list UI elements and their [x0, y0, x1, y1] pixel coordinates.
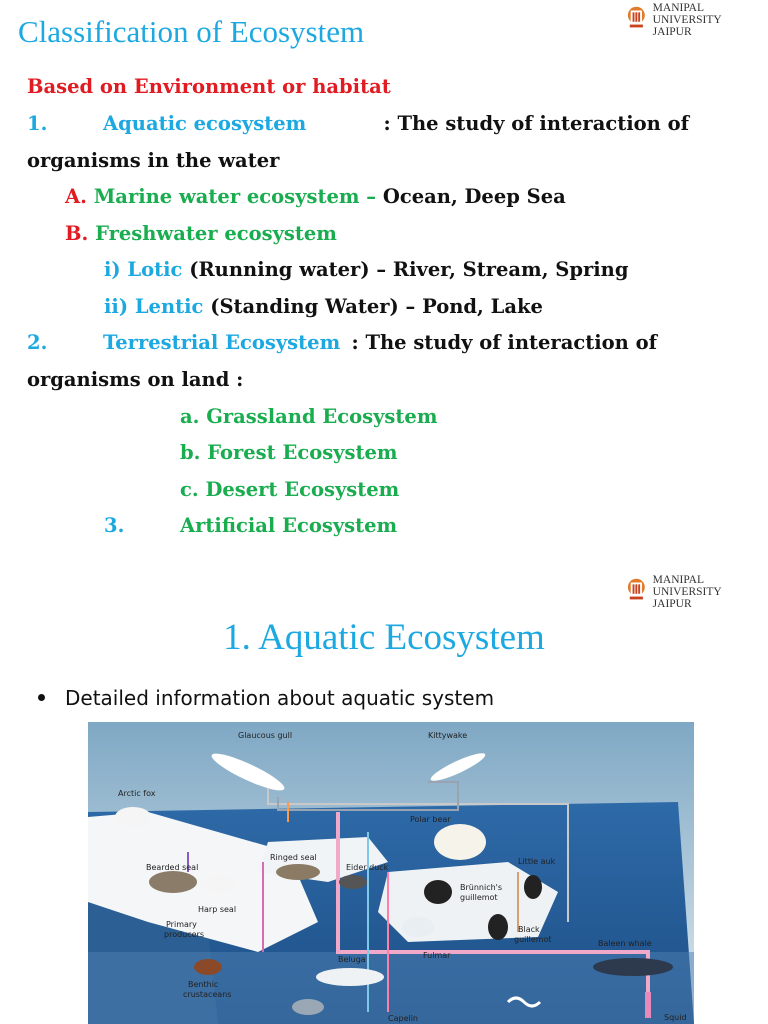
label-crustaceans: crustaceans: [183, 990, 232, 999]
label-eider-duck: Eider duck: [346, 863, 389, 872]
item-marine: A. Marine water ecosystem – Ocean, Deep Sea: [65, 185, 566, 208]
item-lotic: i) Lotic (Running water) – River, Stream, Spring: [104, 258, 629, 281]
university-logo: [626, 2, 768, 38]
capelin-icon: [292, 999, 324, 1015]
manipal-emblem-icon: [626, 574, 647, 606]
item-terrestrial: 2. Terrestrial Ecosystem : The study of interaction of: [27, 331, 657, 354]
label-little-auk: Little auk: [518, 857, 556, 866]
slide-title: 1. Aquatic Ecosystem: [223, 617, 545, 658]
fulmar-icon: [402, 917, 434, 937]
ringed-seal-icon: [276, 864, 320, 880]
bullet-item: Detailed information about aquatic system: [38, 686, 494, 710]
brunnichs-guillemot-icon: [424, 880, 452, 904]
university-name: MANIPAL UNIVERSITY JAIPUR: [652, 2, 722, 38]
subheading: Based on Environment or habitat: [27, 75, 391, 98]
arctic-fox-icon: [115, 807, 151, 827]
item-grassland: a. Grassland Ecosystem: [180, 405, 438, 428]
label-guillemot: guillemot: [460, 893, 498, 902]
label-fulmar: Fulmar: [423, 951, 451, 960]
label-glaucous-gull: Glaucous gull: [238, 731, 293, 740]
benthic-crustaceans-icon: [194, 959, 222, 975]
label-capelin: Capelin: [388, 1014, 419, 1023]
label-squid: Squid: [664, 1013, 687, 1022]
item-aquatic-desc: organisms in the water: [27, 149, 280, 172]
item-freshwater: B. Freshwater ecosystem: [65, 222, 337, 245]
item-lentic: ii) Lentic (Standing Water) – Pond, Lake: [104, 295, 543, 318]
item-forest: b. Forest Ecosystem: [180, 441, 398, 464]
label-primary: Primary: [166, 920, 197, 929]
label-producers: producers: [164, 930, 205, 939]
manipal-emblem-icon: [626, 2, 647, 34]
label-kittywake: Kittywake: [428, 731, 468, 740]
label-baleen-whale: Baleen whale: [598, 939, 652, 948]
arctic-food-web-diagram: [88, 722, 694, 1024]
label-harp-seal: Harp seal: [198, 905, 237, 914]
little-auk-icon: [524, 875, 542, 899]
label-black: Black: [518, 925, 540, 934]
label-brunnichs: Brünnich's: [460, 883, 503, 892]
label-bearded-seal: Bearded seal: [146, 863, 199, 872]
page-title: Classification of Ecosystem: [18, 14, 365, 49]
label-ringed-seal: Ringed seal: [270, 853, 317, 862]
label-guillemot-black: guillemot: [514, 935, 552, 944]
slide-aquatic: [0, 572, 768, 1024]
eider-duck-icon: [339, 875, 367, 889]
black-guillemot-icon: [488, 914, 508, 940]
harp-seal-icon: [200, 874, 236, 894]
label-benthic: Benthic: [188, 980, 219, 989]
item-desert: c. Desert Ecosystem: [180, 478, 400, 501]
university-name: MANIPAL UNIVERSITY JAIPUR: [652, 574, 722, 610]
item-artificial: 3. Artificial Ecosystem: [104, 514, 398, 537]
label-beluga: Beluga: [338, 955, 366, 964]
polar-bear-icon: [434, 824, 486, 860]
label-arctic-fox: Arctic fox: [118, 789, 156, 798]
baleen-whale-icon: [593, 958, 673, 976]
bullet-icon: [38, 694, 45, 701]
bearded-seal-icon: [149, 871, 197, 893]
item-terrestrial-desc: organisms on land :: [27, 368, 244, 391]
beluga-icon: [316, 968, 384, 986]
university-logo: [626, 574, 768, 610]
item-aquatic: 1. Aquatic ecosystem : The study of interaction of: [27, 112, 689, 135]
label-polar-bear: Polar bear: [410, 815, 451, 824]
